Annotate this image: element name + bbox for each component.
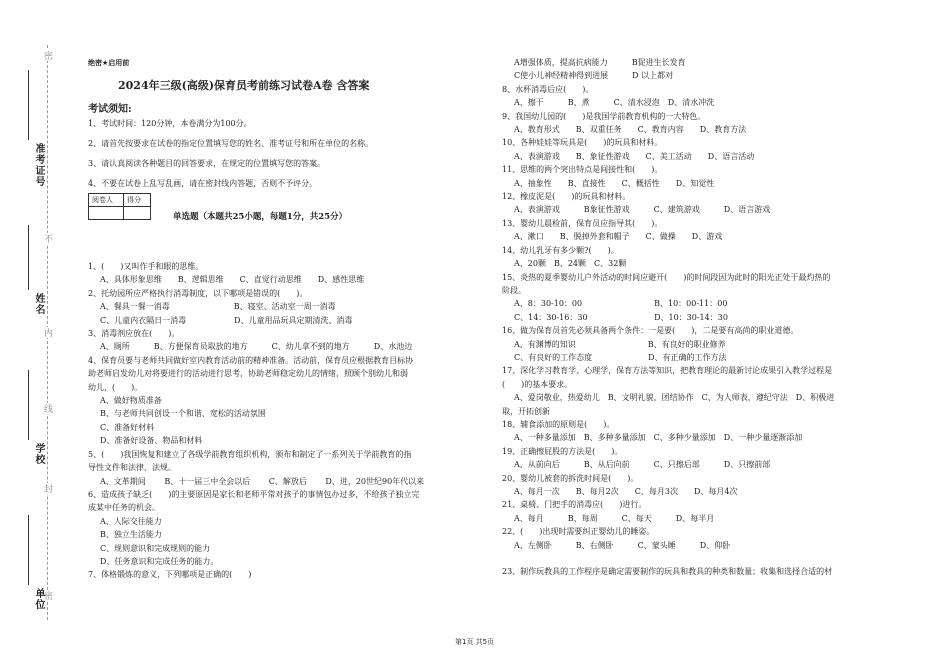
question-text: 5、( )我国恢复和建立了各级学前教育组织机构，颁布和制定了一系列关于学前教育的指 [88, 449, 412, 459]
unit-label: 单位 [33, 588, 44, 610]
answer-options: A、人际交往能力 [100, 516, 162, 526]
answer-options: A、漱口 B、脱掉外套和帽子 C、做操 D、游戏 [514, 232, 723, 242]
answer-options: A、一种多量添加 B、多种多量添加 C、多种少量添加 D、一种少量逐渐添加 [514, 433, 803, 443]
answer-options: A增强体质，提高抗病能力 B促进生长发育 [514, 58, 686, 67]
question-text: 14、幼儿乳牙有多少颗?( )。 [502, 245, 619, 255]
left-question-column [88, 260, 493, 582]
answer-options: A、左侧卧 B、右侧卧 C、蒙头睡 D、仰卧 [514, 540, 731, 550]
seal-word: 密 [42, 591, 52, 600]
notice-line: 3、请认真阅读各种题目的回答要求，在规定的位置填写您的答案。 [88, 159, 326, 168]
answer-options: B、独立生活能力 [100, 530, 162, 540]
school-label: 学校 [33, 443, 44, 465]
seal-word: 内 [42, 328, 52, 337]
answer-options: A、擦干 B、煮 C、清水浸泡 D、清水冲洗 [514, 98, 715, 108]
answer-options: D、任务意识和完成任务的能力。 [100, 556, 219, 566]
answer-options: A、表演游戏 B、象征性游戏 C、美工活动 D、语言活动 [514, 151, 755, 161]
question-text: 阶段。 [502, 285, 526, 295]
question-text: 23、制作玩教具的工作程序是确定需要制作的玩具和教具的种类和数量；收集和选择合适的材 [502, 567, 833, 577]
secret-mark: 绝密★启用前 [88, 59, 130, 67]
notice-heading: 考试须知: [88, 104, 132, 115]
answer-options: A、餐具一餐一消毒 B、寝室、活动室一周一消毒 [100, 302, 336, 312]
answer-options: A、具体形象思维 B、逻辑思维 C、直觉行动思维 D、感性思维 [100, 275, 365, 285]
score-table [88, 193, 151, 220]
answer-options: A、每月 B、每周 C、每天 D、每半月 [514, 513, 715, 523]
exam-number-label: 准考证号 [33, 143, 44, 187]
answer-options: C、14：30-16：30 D、10：30-14：30 [514, 312, 728, 322]
question-text: 8、水杯消毒后应( )。 [502, 84, 594, 94]
seal-word: 密 [42, 51, 52, 60]
question-text: 助老师启发幼儿对将要进行的活动进行思考，协助老师稳定幼儿的情绪，照顾个别幼儿和弱 [88, 369, 408, 379]
answer-options: A、做好物质准备 [100, 396, 162, 406]
answer-options: A、教育形式 B、双重任务 C、教育内容 D、教育方法 [514, 125, 747, 135]
answer-options: A、文革期间 B、十一届三中全会以后 C、解放后 D、进，20世纪90年代以来 [100, 476, 425, 486]
question-text: 10、各种娃娃等玩具是( )的玩具和材料。 [502, 138, 663, 148]
page-footer: 第1页 共5页 [455, 638, 495, 646]
answer-options: B、与老师共同创设一个和谐、宽松的活动氛围 [100, 409, 266, 419]
question-text [502, 552, 902, 565]
question-text: 成某中任务的机会。 [88, 503, 160, 513]
notice-line: 1、考试时间：120分钟，本卷满分为100分。 [88, 119, 252, 128]
answer-options: A、每月一次 B、每月2次 C、每月3次 D、每月4次 [514, 487, 738, 496]
question-text: 3、消毒剂应放在( )。 [88, 329, 180, 339]
question-text: 导性文件和法律、法规。 [88, 463, 176, 473]
answer-options: C、规则意识和完成规则的能力 [100, 543, 211, 553]
question-text: 15、炎热的夏季婴幼儿户外活动的时间应避开( )的时间段因为此时的阳光正处于最灼热的 [502, 272, 831, 282]
question-text: 22、( )出现时需要纠正婴幼儿的睡姿。 [502, 527, 655, 537]
grader-cell[interactable] [89, 207, 124, 220]
score-label: 得分 [124, 194, 151, 207]
question-text: 17、深化学习教育学、心理学，保育方法等知识，把教育理论的最新讨论成果引入教学过程是 [502, 366, 833, 376]
answer-options: A、抽象性 B、直接性 C、概括性 D、知觉性 [514, 178, 715, 188]
question-text: 1、( )又叫作手和眼的思维。 [88, 262, 204, 271]
name-blank[interactable] [28, 225, 29, 290]
question-text: 20、婴幼儿被套的拆洗时间是( )。 [502, 473, 639, 483]
page-title: 2024年三级(高级)保育员考前练习试卷A卷 含答案 [118, 79, 370, 92]
answer-options: A、爱岗敬业，热爱幼儿 B、文明礼貌，团结协作 C、为人师表，遵纪守法 D、积极进 [514, 393, 835, 403]
answer-options: A、8：30-10：00 B、10：00-11：00 [514, 299, 728, 309]
question-text: 取，开拓创新 [502, 406, 550, 416]
question-text: 4、保育员要与老师共同做好室内教育活动前的精神准备。活动前，保育员应根据教育目标协 [88, 355, 414, 365]
question-text: 19、正确擦屁股的方法是( )。 [502, 446, 623, 456]
answer-options: C、准备好材料 [100, 422, 155, 432]
seal-word: 不 [42, 234, 52, 243]
answer-options: C、有良好的工作态度 D、有正确的工作方法 [514, 352, 727, 362]
question-text: 9、我国幼儿园的( )是我国学前教育机构的一大特色。 [502, 111, 706, 121]
answer-options: A、从前向后 B、从后向前 C、只擦后部 D、只擦前部 [514, 460, 771, 470]
section-title: 单选题（本题共25小题，每题1分，共25分） [173, 212, 348, 222]
question-text: 18、辅食添加的原则是( )。 [502, 419, 615, 429]
notice-line: 4、不要在试卷上乱写乱画，请在密封线内答题，否则不予评分。 [88, 179, 318, 188]
score-cell[interactable] [124, 207, 151, 220]
unit-blank[interactable] [28, 515, 29, 585]
question-text: 6、造成孩子缺乏( )的主要原因是家长和老师平常对孩子的事情包办过多，不给孩子独立完 [88, 489, 420, 499]
question-text: 13、婴幼儿晨检前，保育员应指导其( )。 [502, 218, 663, 228]
answer-options: A、有渊博的知识 B、有良好的职业修养 [514, 339, 726, 349]
question-text: 16、做为保育员首先必须具备两个条件：一是要( )，二是要有高尚的职业道德。 [502, 326, 799, 336]
exam-number-blank[interactable] [28, 70, 29, 140]
question-text: 7、体格锻炼的意义，下列哪项是正确的( ) [88, 570, 252, 580]
answer-options: C使小儿神经精神得到进展 D 以上都对 [514, 71, 674, 81]
right-question-column [502, 56, 902, 579]
seal-word: 线 [42, 404, 52, 413]
question-text: 2、托幼园所应严格执行消毒制度，以下哪项是错误的( )。 [88, 288, 308, 298]
question-text: ( )的基本要求。 [502, 379, 573, 389]
school-blank[interactable] [28, 370, 29, 440]
question-text: 幼儿，( )。 [88, 382, 143, 392]
name-label: 姓名 [33, 293, 44, 315]
answer-options: C、儿童内衣隔日一消毒 D、儿童用品玩具定期清洗、消毒 [100, 315, 353, 325]
notice-line: 2、请首先按要求在试卷的指定位置填写您的姓名、准考证号和所在单位的名称。 [88, 139, 374, 148]
answer-options: A、20颗 B、24颗 C、32颗 [514, 259, 627, 269]
question-text: 21、桌椅、门把手的消毒应( )进行。 [502, 500, 647, 510]
answer-options: A、表演游戏 B象征性游戏 C、建筑游戏 D、语言游戏 [514, 205, 771, 215]
seal-word: 封 [42, 484, 52, 493]
answer-options: D、准备好设备、物品和材料 [100, 436, 203, 446]
answer-options: A、厕所 B、方便保育员取放的地方 C、幼儿拿不到的地方 D、水池边 [100, 342, 413, 352]
grader-label: 阅卷人 [89, 194, 124, 207]
question-text: 11、思维的两个突出特点是间接性和( )。 [502, 165, 663, 175]
question-text: 12、橡皮泥是( )的玩具和材料。 [502, 192, 631, 202]
